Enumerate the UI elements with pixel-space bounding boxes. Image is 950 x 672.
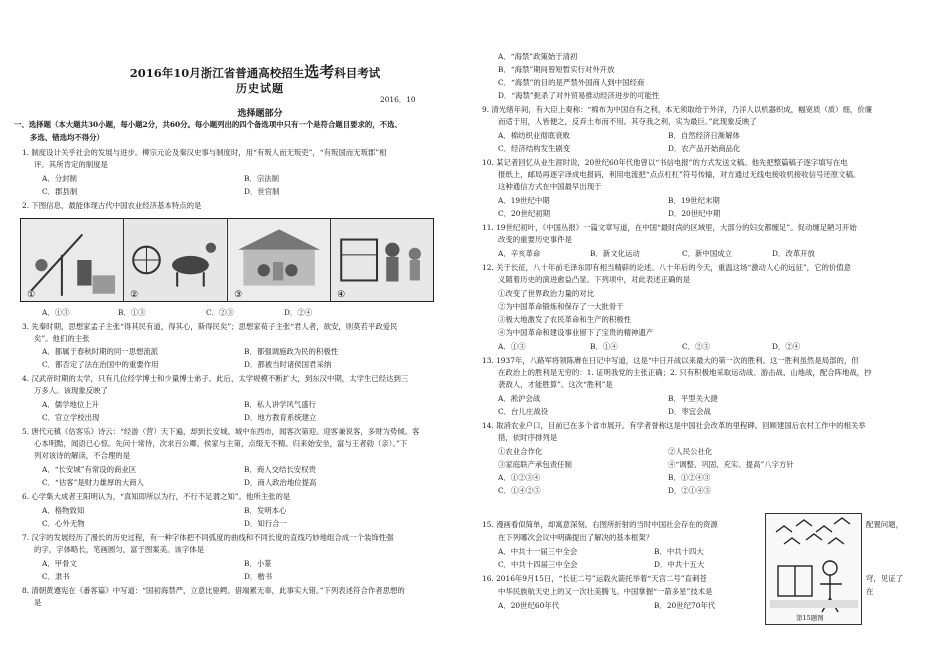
text-line: 一、选择题（本大题共30小题，每小题2分，共60分。每小题列出的四个备选项中只有一个是符合题目要求的，不选、	[14, 120, 402, 129]
cartoon-caption: 第15题图	[796, 614, 824, 622]
text-line: A．①③	[498, 342, 526, 351]
panel-3-label: ③	[233, 288, 242, 300]
title-suffix: 科目考试	[334, 66, 381, 80]
text-line: 7. 汉字的发展经历了漫长的历史过程，有一种字体把不同弧度的曲线和不同长度的直线巧妙地组合成一个装饰性强	[22, 533, 394, 542]
text-line: ③家庭联产承包责任制	[498, 460, 572, 469]
exam-date: 2016．10	[380, 95, 416, 104]
text-line: D．“海禁”扼杀了对外贸易推动经济进步的可能性	[498, 91, 660, 100]
text-line: 14. 取消农业户口，目前已在多个省市展开。有学者誉称这是中国社会改革的里程碑。回顾建国后农村工作中的相关举	[482, 421, 866, 430]
text-line: B．平型关大捷	[668, 394, 718, 403]
text-line: B．宗法制	[244, 174, 279, 183]
text-line: A．①②③④	[498, 473, 541, 482]
text-line: A．“长安城”有常设的商业区	[42, 465, 137, 474]
text-line: B．20世纪70年代	[654, 601, 716, 610]
text-line: A．“海禁”政策始于清初	[498, 52, 578, 61]
text-line: 报纸上，邮局再逐字译成电报码，利用电流把“点点杠杠”符号传输，对方通过无线电接收机接收信号还原文稿。	[498, 170, 861, 179]
text-line: 12. 关于长征，八十年前毛泽东即有相当精辟的论述。八十年后的今天，重温这场“激动人心的远征”，它的价值意	[482, 263, 852, 272]
text-line: B．中共十四大	[654, 547, 704, 556]
text-line: C．郡县制	[42, 187, 78, 196]
text-line: B．小篆	[244, 559, 272, 568]
panel-2-label: ②	[130, 288, 139, 300]
text-line: A．儒学地位上升	[42, 400, 100, 409]
farming-figure	[20, 218, 434, 302]
text-line: C．官立学校出现	[42, 413, 100, 422]
text-line: C．都否定了法在治国中的重要作用	[42, 360, 159, 369]
text-line: 3. 先秦时期，思想家孟子主张“得其民有道，得其心，斯得民矣”；思想家荀子主张“君人者，欲安，则莫若平政爱民	[22, 322, 398, 331]
text-line: C．台儿庄战役	[498, 407, 548, 416]
text-line: C．心外无物	[42, 519, 85, 528]
text-line: A．分封制	[42, 174, 77, 183]
text-line: ①改变了世界政治力量的对比	[498, 289, 595, 298]
text-line: B．自然经济日渐解体	[668, 131, 740, 140]
text-line: D．枣宜会战	[668, 407, 711, 416]
text-line: D．改革开放	[772, 249, 815, 258]
text-line: A．淞沪会战	[498, 394, 541, 403]
text-line: B．“海禁”期间曾短暂实行对外开放	[498, 65, 615, 74]
text-line: 9. 清光绪年间，有大臣上奏称：“棉布为中国自有之利，本无须取给于外洋，乃洋人以机器织成，幅宽质（质）细，价廉	[482, 105, 873, 114]
text-line: 而适于用，人皆便之，反弃土布而不用。其夺我之利，实为最巨。”此现象反映了	[498, 117, 757, 126]
text-line: C．经济结构发生剧变	[498, 144, 571, 153]
text-line: 15. 漫画看似简单，却寓意深刻。右图所折射的当时中国社会存在的资源	[482, 520, 718, 529]
text-line: C．“海禁”的目的是严禁外国商人到中国经商	[498, 78, 645, 87]
title-emphasis: 选考	[304, 63, 335, 81]
text-line: 万多人。该现象反映了	[34, 386, 108, 395]
text-line: 心本明黠，闻语已心惊。先问十常侍，次求百公卿。侯家与主第，点缀无不精。归来始安坐，富与王者勍（亲）。”下	[34, 439, 408, 448]
text-line: 8. 清朝黄遵宪在《番客篇》中写道：“国初海禁严，立意比驱鳄。借端累无辜，此事实大错。”下列表述符合作者思想的	[22, 586, 405, 595]
figure-panel-1	[21, 219, 124, 301]
text-line: ④为中国革命和建设事业留下了宝贵的精神遗产	[498, 328, 654, 337]
text-line: D．都被当时诸侯国君采纳	[244, 360, 332, 369]
text-line: ①农业合作化	[498, 447, 543, 456]
well-sweep-illustration	[21, 219, 123, 301]
figure-panel-4	[331, 219, 433, 301]
text-line: ③极大地激发了农民革命和生产的积极性	[498, 315, 632, 324]
text-line: ②人民公社化	[668, 447, 713, 456]
text-line: C．②③	[682, 342, 710, 351]
text-line: 在政治上的胜利是无穷的：1. 证明我党的主张正确；2. 只有积极地采取运动战、游击战、山地战，配合阵地战，抄	[498, 368, 872, 377]
text-line: 改变的重要历史事件是	[498, 235, 572, 244]
text-line: 矣”。他们的主张	[34, 334, 90, 343]
text-line: B．都强调施政为民的积极性	[244, 347, 339, 356]
weaving-illustration	[331, 219, 433, 301]
text-line: D．地方教育系统建立	[244, 413, 317, 422]
panel-4-label: ④	[336, 288, 346, 300]
text-line: 2. 下图信息，最能体现古代中国农业经济基本特点的是	[22, 201, 202, 210]
text-line: 列对该诗的解读，不合理的是	[34, 451, 131, 460]
text-line: ②为中国革命锻炼和保存了一大批骨干	[498, 302, 624, 311]
text-line: B．①④	[590, 342, 618, 351]
text-line: 措，依时序排列是	[498, 433, 558, 442]
text-line: C．中共十四届三中全会	[498, 560, 578, 569]
text-line: A．甲骨文	[42, 559, 77, 568]
text-line: C．②③	[206, 308, 234, 317]
text-line: A．棉纺织业彻底衰败	[498, 131, 570, 140]
text-line: 13. 1937年，八路军将领陈赓在日记中写道，这是“中日开战以来最大的第一次的胜利。这一胜利虽然是局部的，但	[482, 356, 859, 365]
text-line: B．19世纪末期	[668, 196, 720, 205]
text-line: A．辛亥革命	[498, 249, 541, 258]
text-line: 多选、错选均不得分）	[30, 133, 104, 142]
figure-panel-3	[228, 219, 331, 301]
text-line: D．20世纪中期	[668, 209, 721, 218]
text-line: B．商人交结长安权贵	[244, 465, 316, 474]
text-line: D．知行合一	[244, 519, 287, 528]
text-line: 是	[34, 598, 42, 607]
section-heading: 选择题部分	[237, 109, 283, 119]
workshop-illustration	[228, 219, 330, 301]
ox-plowing-illustration	[124, 219, 226, 301]
cartoon-illustration	[765, 513, 862, 625]
text-line: 1. 制度设计关乎社会的发展与进步。柳宗元论及秦汉史事与制度时，用“有叛人而无叛吏”，“有叛国而无叛郡”相	[22, 148, 387, 157]
text-line: 10. 某记者回忆从业生涯时说，20世纪60年代他曾以“书信电报”的方式发送文稿。他先把整篇稿子逐字填写在电	[482, 158, 848, 167]
text-line: D．世官制	[244, 187, 280, 196]
exam-title	[90, 61, 420, 82]
text-line: A．20世纪60年代	[498, 601, 560, 610]
text-line: 评。其所肯定的制度是	[34, 160, 108, 169]
text-line: 穹，见证了	[866, 574, 903, 583]
text-line: 11. 19世纪初叶，《中国丛报》一篇文章写道，在中国“最时尚的区域里，大部分的妇女都缠足”。促动缠足陋习开始	[482, 223, 857, 232]
text-line: A．中共十一届三中全会	[498, 547, 578, 556]
title-prefix: 2016年10月浙江省普通高校招生	[129, 66, 305, 80]
text-line: B．新文化运动	[590, 249, 640, 258]
text-line: A．①③	[42, 308, 70, 317]
text-line: D．②④	[284, 308, 313, 317]
text-line: 配置问题，	[866, 520, 903, 529]
text-line: A．19世纪中期	[498, 196, 550, 205]
text-line: C．①④②③	[498, 486, 541, 495]
panel-1-label: ①	[27, 288, 36, 300]
text-line: 4. 汉武帝时期的太学，只有几位经学博士和少量博士弟子。此后，太学规模不断扩大，到东汉中期，太学生已经达到三	[22, 374, 409, 383]
text-line: D．②①④③	[668, 486, 711, 495]
text-line: 5. 唐代元稹《估客乐》诗云：“经游（营）天下遍，却到长安城。城中东西市，闻客次第迎。迎客兼说客，多财为势倾。客	[22, 427, 420, 436]
text-line: C．“估客”是财力雄厚的大商人	[42, 478, 144, 487]
text-line: C．隶书	[42, 572, 70, 581]
text-line: D．农产品开始商品化	[668, 144, 741, 153]
text-line: 16. 2016年9月15日，“长征二号”运载火箭托举着“天宫二号”直刺苍	[482, 574, 707, 583]
subject-title: 历史试题	[236, 82, 284, 95]
text-line: D．②④	[772, 342, 801, 351]
text-line: 在	[866, 587, 874, 596]
text-line: C．20世纪初期	[498, 209, 551, 218]
text-line: D．楷书	[244, 572, 273, 581]
text-line: ④“调整、巩固、充实、提高”八字方针	[668, 460, 794, 469]
cartoon-drawing	[766, 514, 861, 624]
figure-panel-2	[124, 219, 227, 301]
text-line: D．商人政治地位提高	[244, 478, 317, 487]
text-line: B．①②④③	[668, 473, 711, 482]
text-line: B．发明本心	[244, 506, 287, 515]
text-line: 中华民族航天史上的又一次壮美腾飞。中国掌握“一箭多星”技术是	[498, 587, 713, 596]
text-line: C．新中国成立	[682, 249, 732, 258]
text-line: B．①③	[118, 308, 146, 317]
text-line: 这种通信方式在中国最早出现于	[498, 182, 602, 191]
text-line: A．都属于春秋时期的同一思想流派	[42, 347, 159, 356]
text-line: 在下列哪次会议中明确提出了解决的基本框架？	[498, 533, 654, 542]
text-line: 6. 心学集大成者王阳明认为，“真知即所以为行，不行不足谓之知”。他所主张的是	[22, 492, 291, 501]
text-line: 义随着历史的演进愈益凸显。下列项中，对此表述正确的是	[498, 275, 691, 284]
text-line: 袭敌人，才能胜算”。这次“胜利”是	[498, 380, 613, 389]
text-line: 的字，字体略长，笔画圆匀，富于图案美。该字体是	[34, 545, 204, 554]
text-line: D．中共十五大	[654, 560, 705, 569]
text-line: A．格物致知	[42, 506, 85, 515]
text-line: B．私人讲学风气盛行	[244, 400, 316, 409]
